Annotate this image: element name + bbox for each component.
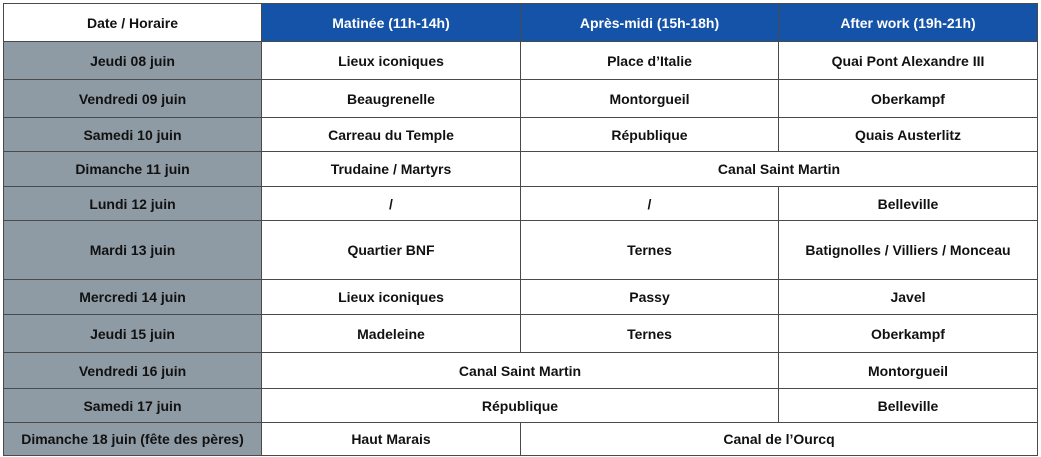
location-cell: Carreau du Temple xyxy=(262,118,521,152)
row-date: Vendredi 09 juin xyxy=(4,80,262,118)
table-row xyxy=(4,187,1038,221)
location-cell: Place d’Italie xyxy=(521,42,779,80)
location-cell: Quai Pont Alexandre III xyxy=(779,42,1038,80)
table-row xyxy=(4,389,1038,423)
header-corner: Date / Horaire xyxy=(4,4,262,42)
location-cell: Javel xyxy=(779,280,1038,315)
row-date: Vendredi 16 juin xyxy=(4,353,262,389)
table-row xyxy=(4,280,1038,315)
location-cell: Ternes xyxy=(521,221,779,280)
header-row xyxy=(4,4,1038,42)
location-cell: Canal Saint Martin xyxy=(262,353,779,389)
header-slot-afterwork: After work (19h-21h) xyxy=(779,4,1038,42)
location-cell: Beaugrenelle xyxy=(262,80,521,118)
location-cell: Madeleine xyxy=(262,315,521,353)
table-row xyxy=(4,42,1038,80)
schedule-body xyxy=(4,42,1038,456)
location-cell: Montorgueil xyxy=(521,80,779,118)
location-cell: Ternes xyxy=(521,315,779,353)
location-cell: Trudaine / Martyrs xyxy=(262,152,521,187)
location-cell: Batignolles / Villiers / Monceau xyxy=(779,221,1038,280)
location-cell: / xyxy=(521,187,779,221)
location-cell: Belleville xyxy=(779,187,1038,221)
table-row xyxy=(4,315,1038,353)
location-cell: Belleville xyxy=(779,389,1038,423)
location-cell: Montorgueil xyxy=(779,353,1038,389)
location-cell: Canal Saint Martin xyxy=(521,152,1038,187)
row-date: Mardi 13 juin xyxy=(4,221,262,280)
row-date: Dimanche 18 juin (fête des pères) xyxy=(4,423,262,456)
location-cell: République xyxy=(262,389,779,423)
row-date: Jeudi 08 juin xyxy=(4,42,262,80)
table-row xyxy=(4,221,1038,280)
location-cell: Lieux iconiques xyxy=(262,280,521,315)
location-cell: Lieux iconiques xyxy=(262,42,521,80)
table-row xyxy=(4,423,1038,456)
location-cell: Quartier BNF xyxy=(262,221,521,280)
row-date: Dimanche 11 juin xyxy=(4,152,262,187)
location-cell: Passy xyxy=(521,280,779,315)
row-date: Samedi 10 juin xyxy=(4,118,262,152)
header-slot-afternoon: Après-midi (15h-18h) xyxy=(521,4,779,42)
schedule-table xyxy=(3,3,1038,456)
location-cell: Haut Marais xyxy=(262,423,521,456)
location-cell: République xyxy=(521,118,779,152)
table-row xyxy=(4,152,1038,187)
header-slot-morning: Matinée (11h-14h) xyxy=(262,4,521,42)
location-cell: / xyxy=(262,187,521,221)
table-row xyxy=(4,353,1038,389)
location-cell: Quais Austerlitz xyxy=(779,118,1038,152)
row-date: Samedi 17 juin xyxy=(4,389,262,423)
row-date: Jeudi 15 juin xyxy=(4,315,262,353)
table-row xyxy=(4,118,1038,152)
row-date: Mercredi 14 juin xyxy=(4,280,262,315)
row-date: Lundi 12 juin xyxy=(4,187,262,221)
location-cell: Oberkampf xyxy=(779,315,1038,353)
table-row xyxy=(4,80,1038,118)
location-cell: Oberkampf xyxy=(779,80,1038,118)
location-cell: Canal de l’Ourcq xyxy=(521,423,1038,456)
